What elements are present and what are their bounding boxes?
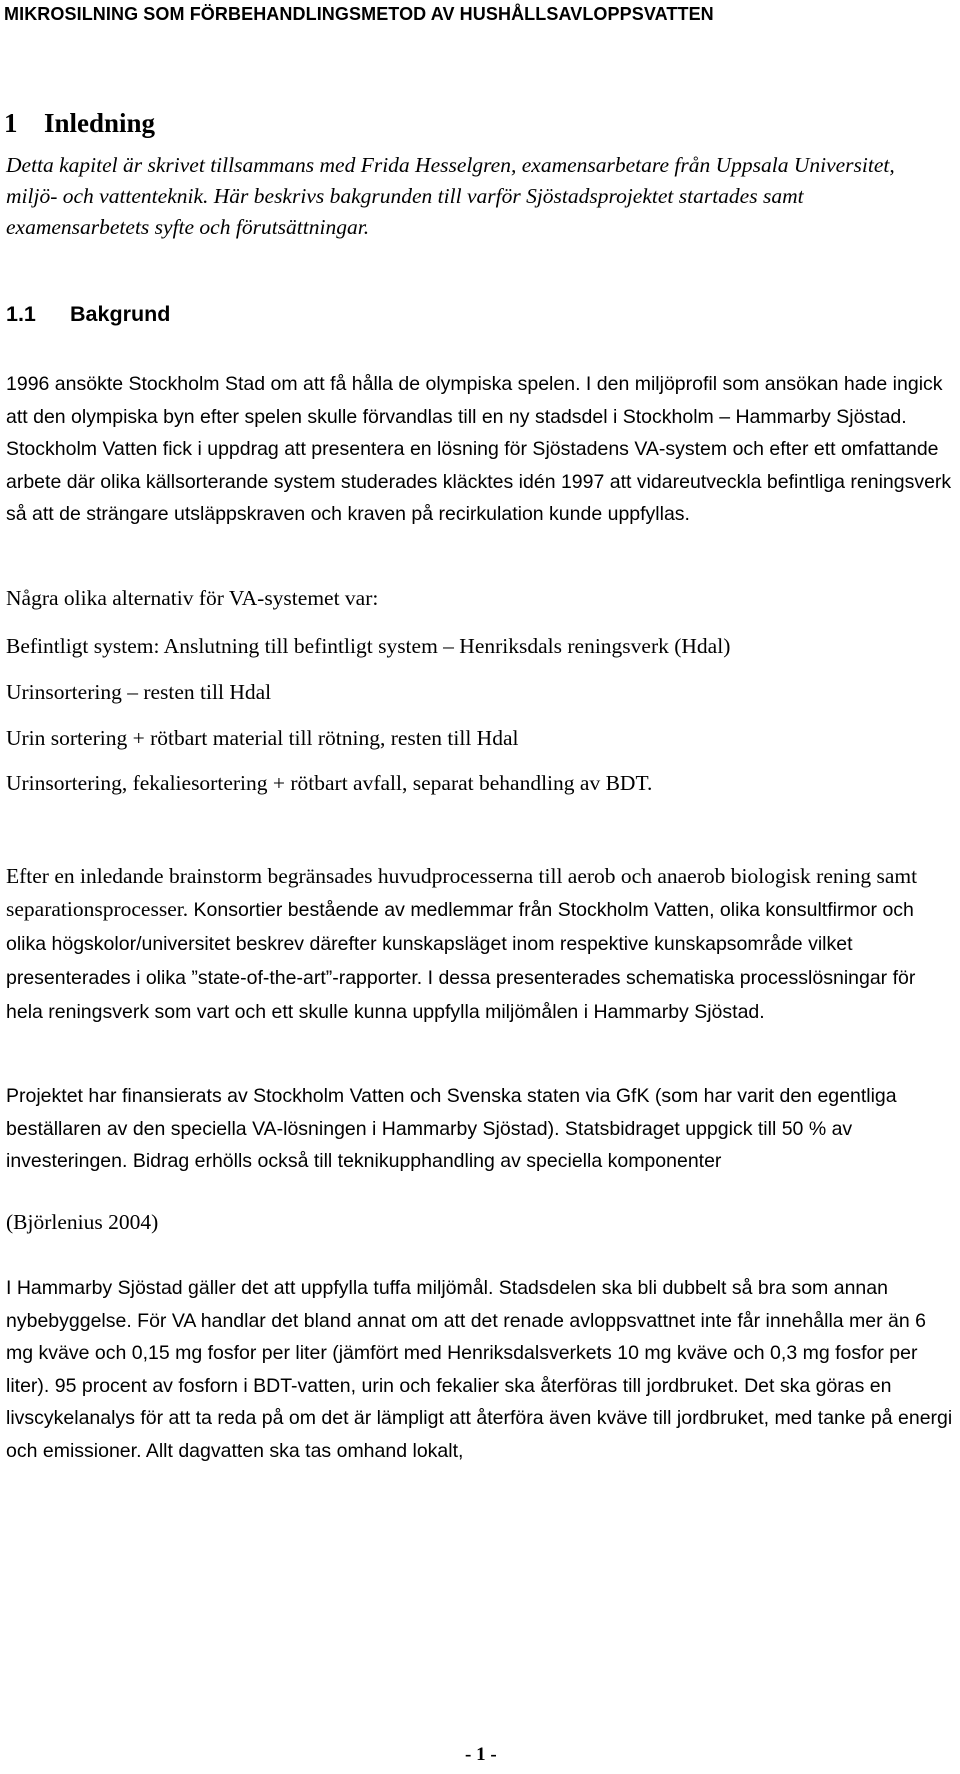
alternative-item: Urinsortering – resten till Hdal [6,680,272,704]
paragraph-financing: Projektet har finansierats av Stockholm Vatten och Svenska staten via GfK (som har varit den egentliga beställaren av den speciella VA-lösningen i Hammarby Sjöstad). Statsbidraget uppgick till 50 % av investeringen. Bidrag erhölls också till teknikupphandling av speciella komponenter [6,1085,897,1172]
citation: (Björlenius 2004) [6,1210,159,1234]
alternative-item: Urin sortering + rötbart material till rötning, resten till Hdal [6,726,519,750]
paragraph-background: 1996 ansökte Stockholm Stad om att få hålla de olympiska spelen. I den miljöprofil som ansökan hade ingick att den olympiska byn efter spelen skulle förvandlas till en ny stadsdel i Stockholm – Hammarby Sjöstad. Stockholm Vatten fick i uppdrag att presentera en lösning för Sjöstadens VA-system och efter ett omfattande arbete där olika källsorterande system studerades kläcktes idén 1997 att vidareutveckla befintliga reningsverk så att de strängare utsläppskraven och kraven på recirkulation kunde uppfyllas. [6,373,952,525]
paragraph-processes-part-3: I dessa presenterades schematiska processlösningar för hela reningsverk som vart och ett skulle kunna uppfylla miljömålen i Hammarby Sjöstad. [6,967,916,1023]
alternative-item: Befintligt system: Anslutning till befintligt system – Henriksdals reningsverk (Hdal) [6,634,731,658]
section-heading-1 [4,108,155,139]
chapter-intro: Detta kapitel är skrivet tillsammans med Frida Hesselgren, examensarbetare från Uppsala Universitet, miljö- och vattenteknik. Här beskrivs bakgrunden till varför Sjöstadsprojektet startades samt examensarbetets syfte och förutsättningar. [6,153,895,239]
paragraph-environmental-goals: I Hammarby Sjöstad gäller det att uppfylla tuffa miljömål. Stadsdelen ska bli dubbelt så bra som annan nybebyggelse. För VA handlar det bland annat om att det renade avloppsvattnet inte får innehålla mer än 6 mg kväve och 0,15 mg fosfor per liter (jämfört med Henriksdalsverkets 10 mg kväve och 0,3 mg fosfor per liter). 95 procent av fosforn i BDT-vatten, urin och fekalier ska återföras till jordbruket. Det ska göras en livscykelanalys för att ta reda på om det är lämpligt att återföra även kväve till jordbruket, med tanke på energi och emissioner. Allt dagvatten ska tas omhand lokalt, [6,1277,953,1462]
paragraph-processes-part-1: Efter en inledande brainstorm begränsades huvudprocesserna till aerob och anaerob biologisk rening samt separationsprocesser. [6,864,918,921]
subsection-number: 1.1 [6,302,36,326]
section-number: 1 [4,108,18,138]
alternative-item: Urinsortering, fekaliesortering + rötbart avfall, separat behandling av BDT. [6,771,653,795]
subsection-title: Bakgrund [70,302,171,326]
alternatives-intro: Några olika alternativ för VA-systemet var: [6,586,379,610]
paragraph-processes-part-2: Konsortier bestående av medlemmar från Stockholm Vatten, olika konsultfirmor och olika högskolor/universitet beskrev därefter kunskapsläget inom respektive kunskapsområde vilket presenterades i olika ”state-of-the-art”-rapporter. [6,899,914,989]
page-number: - 1 - [465,1744,497,1765]
running-header: MIKROSILNING SOM FÖRBEHANDLINGSMETOD AV HUSHÅLLSAVLOPPSVATTEN [4,4,714,24]
paragraph-processes [6,860,956,1029]
section-title: Inledning [44,108,156,138]
section-heading-1-1 [6,302,170,327]
